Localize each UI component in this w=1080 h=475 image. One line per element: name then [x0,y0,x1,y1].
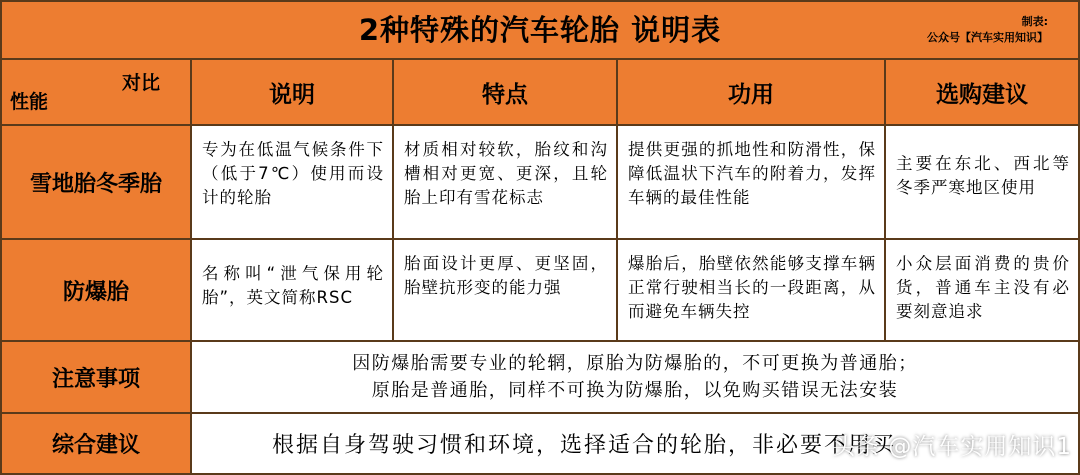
advice-text: 根据自身驾驶习惯和环境，选择适合的轮胎，非必要不用买 [272,433,897,458]
table-title: 2种特殊的汽车轮胎 说明表 [358,13,722,47]
corner-compare-label: 对比 [121,72,160,94]
table-cell: 名称叫“泄气保用轮胎”，英文简称RSC [192,240,394,340]
corner-header-cell [2,60,192,124]
maker-name: 公众号【汽车实用知识】 [927,31,1048,44]
table-row [2,240,1078,342]
maker-credit [927,14,1048,46]
column-header-function: 功用 [618,60,886,124]
row-label-runflat-tire: 防爆胎 [2,240,192,340]
table-row [2,126,1078,240]
table-cell: 小众层面消费的贵价货，普通车主没有必要刻意追求 [896,254,1070,321]
column-header-buying-advice: 选购建议 [936,81,1028,108]
table-cell: 提供更强的抓地性和防滑性，保障低温状下汽车的附着力，发挥车辆的最佳性能 [618,126,886,238]
header-row [2,60,1078,126]
notes-line-1: 因防爆胎需要专业的轮辋，原胎为防爆胎的，不可更换为普通胎； [352,353,918,374]
table-cell: 主要在东北、西北等冬季严寒地区使用 [896,154,1070,197]
column-header-description: 说明 [192,60,394,124]
corner-performance-label: 性能 [10,91,49,113]
row-label-advice: 综合建议 [2,414,192,473]
maker-label: 制表: [1021,15,1048,28]
notes-text [192,342,1078,412]
watermark-text: 头条 @汽车实用知识1 [832,434,1072,460]
table-cell: 材质相对较软，胎纹和沟槽相对更宽、更深，且轮胎上印有雪花标志 [394,126,618,238]
table-cell: 专为在低温气候条件下（低于7℃）使用而设计的轮胎 [192,126,394,238]
row-label-snow-tire: 雪地胎冬季胎 [2,126,192,238]
notes-line-2: 原胎是普通胎，同样不可换为防爆胎，以免购买错误无法安装 [371,380,899,401]
column-header-features: 特点 [394,60,618,124]
table-cell: 胎面设计更厚、更坚固，胎壁抗形变的能力强 [394,240,618,340]
notes-row [2,342,1078,414]
table-cell: 爆胎后，胎壁依然能够支撑车辆正常行驶相当长的一段距离，从而避免车辆失控 [618,240,886,340]
title-row [2,2,1078,60]
row-label-notes: 注意事项 [2,342,192,412]
